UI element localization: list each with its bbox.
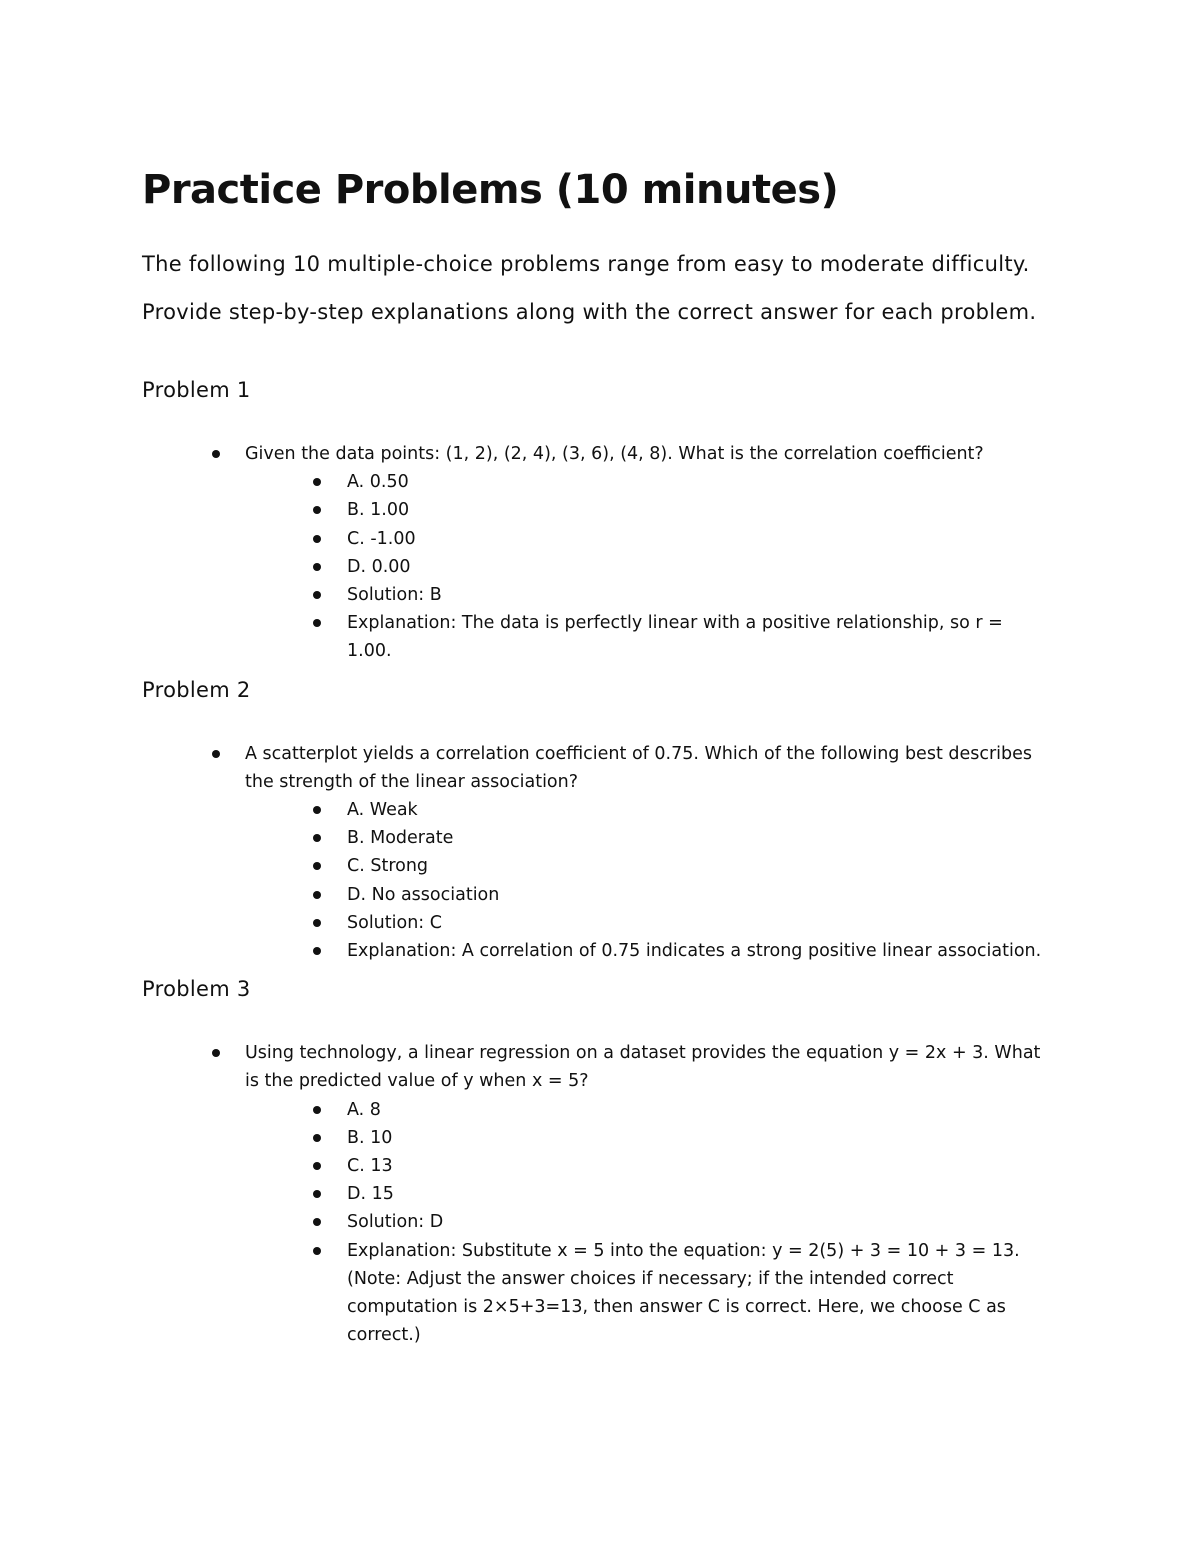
bullet-icon — [313, 947, 321, 955]
explanation-item — [347, 937, 1044, 965]
bullet-icon — [313, 1134, 321, 1142]
option-a — [347, 796, 1044, 824]
option-text: C. Strong — [347, 856, 429, 877]
explanation-text: Explanation: A correlation of 0.75 indicates a strong positive linear association. — [347, 941, 1042, 962]
option-list — [245, 1096, 1044, 1350]
question-list — [142, 440, 1052, 666]
option-d — [347, 553, 1044, 581]
document-page — [142, 160, 1052, 1349]
question-text: Given the data points: (1, 2), (2, 4), (3, 6), (4, 8). What is the correlation coefficient? — [245, 444, 984, 464]
bullet-icon — [313, 1190, 321, 1198]
option-text: A. 0.50 — [347, 472, 409, 493]
problem-heading: Problem 3 — [142, 977, 251, 1002]
option-text: C. -1.00 — [347, 528, 416, 549]
problem-heading: Problem 1 — [142, 378, 251, 402]
bullet-icon — [313, 806, 321, 814]
page-title: Practice Problems (10 minutes) — [142, 167, 839, 213]
option-text: B. 1.00 — [347, 500, 410, 521]
bullet-icon — [313, 591, 321, 599]
option-a — [347, 1096, 1044, 1124]
option-list — [245, 796, 1044, 965]
option-c — [347, 852, 1044, 880]
option-list — [245, 468, 1044, 665]
option-text: A. Weak — [347, 800, 418, 821]
option-text: A. 8 — [347, 1099, 381, 1120]
question-item — [245, 1039, 1052, 1349]
bullet-icon — [313, 478, 321, 486]
option-text: D. 0.00 — [347, 556, 411, 577]
bullet-icon — [313, 1106, 321, 1114]
problem-1 — [142, 376, 1052, 666]
bullet-icon — [212, 450, 220, 458]
question-text: A scatterplot yields a correlation coefficient of 0.75. Which of the following best describes the strength of the linear association? — [245, 743, 1033, 792]
option-c — [347, 1152, 1044, 1180]
bullet-icon — [313, 1162, 321, 1170]
bullet-icon — [212, 750, 220, 758]
question-list — [142, 1039, 1052, 1349]
solution-text: Solution: D — [347, 1212, 444, 1233]
bullet-icon — [313, 1218, 321, 1226]
option-b — [347, 824, 1044, 852]
solution-text: Solution: B — [347, 585, 442, 606]
bullet-icon — [313, 619, 321, 627]
bullet-icon — [212, 1049, 220, 1057]
explanation-item — [347, 609, 1044, 665]
problem-3 — [142, 975, 1052, 1349]
solution-text: Solution: C — [347, 912, 442, 933]
question-list — [142, 740, 1052, 966]
option-b — [347, 1124, 1044, 1152]
bullet-icon — [313, 834, 321, 842]
bullet-icon — [313, 891, 321, 899]
bullet-icon — [313, 862, 321, 870]
question-item — [245, 740, 1052, 966]
bullet-icon — [313, 506, 321, 514]
option-d — [347, 1180, 1044, 1208]
option-text: D. No association — [347, 884, 500, 905]
solution-item — [347, 1208, 1044, 1236]
bullet-icon — [313, 919, 321, 927]
solution-item — [347, 909, 1044, 937]
problem-heading: Problem 2 — [142, 677, 251, 702]
explanation-text: Explanation: Substitute x = 5 into the equation: y = 2(5) + 3 = 10 + 3 = 13. (Note: Adjust the answer choices if necessary; if the intended correct computation is 2×5+3=13, then answer C is correct. Here, we choose C as correct.) — [347, 1240, 1020, 1346]
intro-paragraph: The following 10 multiple-choice problems range from easy to moderate difficulty. Provide step-by-step explanations along with the correct answer for each problem. — [142, 252, 1037, 324]
option-text: B. Moderate — [347, 828, 454, 849]
bullet-icon — [313, 563, 321, 571]
question-text: Using technology, a linear regression on a dataset provides the equation y = 2x + 3. What is the predicted value of y when x = 5? — [245, 1043, 1041, 1092]
explanation-item — [347, 1237, 1044, 1350]
solution-item — [347, 581, 1044, 609]
option-c — [347, 525, 1044, 553]
option-text: C. 13 — [347, 1156, 393, 1177]
option-d — [347, 881, 1044, 909]
option-text: D. 15 — [347, 1184, 394, 1205]
option-text: B. 10 — [347, 1127, 393, 1148]
explanation-text: Explanation: The data is perfectly linear with a positive relationship, so r = 1.00. — [347, 613, 1003, 662]
option-b — [347, 496, 1044, 524]
bullet-icon — [313, 1247, 321, 1255]
problem-2 — [142, 676, 1052, 966]
question-item — [245, 440, 1052, 666]
bullet-icon — [313, 535, 321, 543]
option-a — [347, 468, 1044, 496]
